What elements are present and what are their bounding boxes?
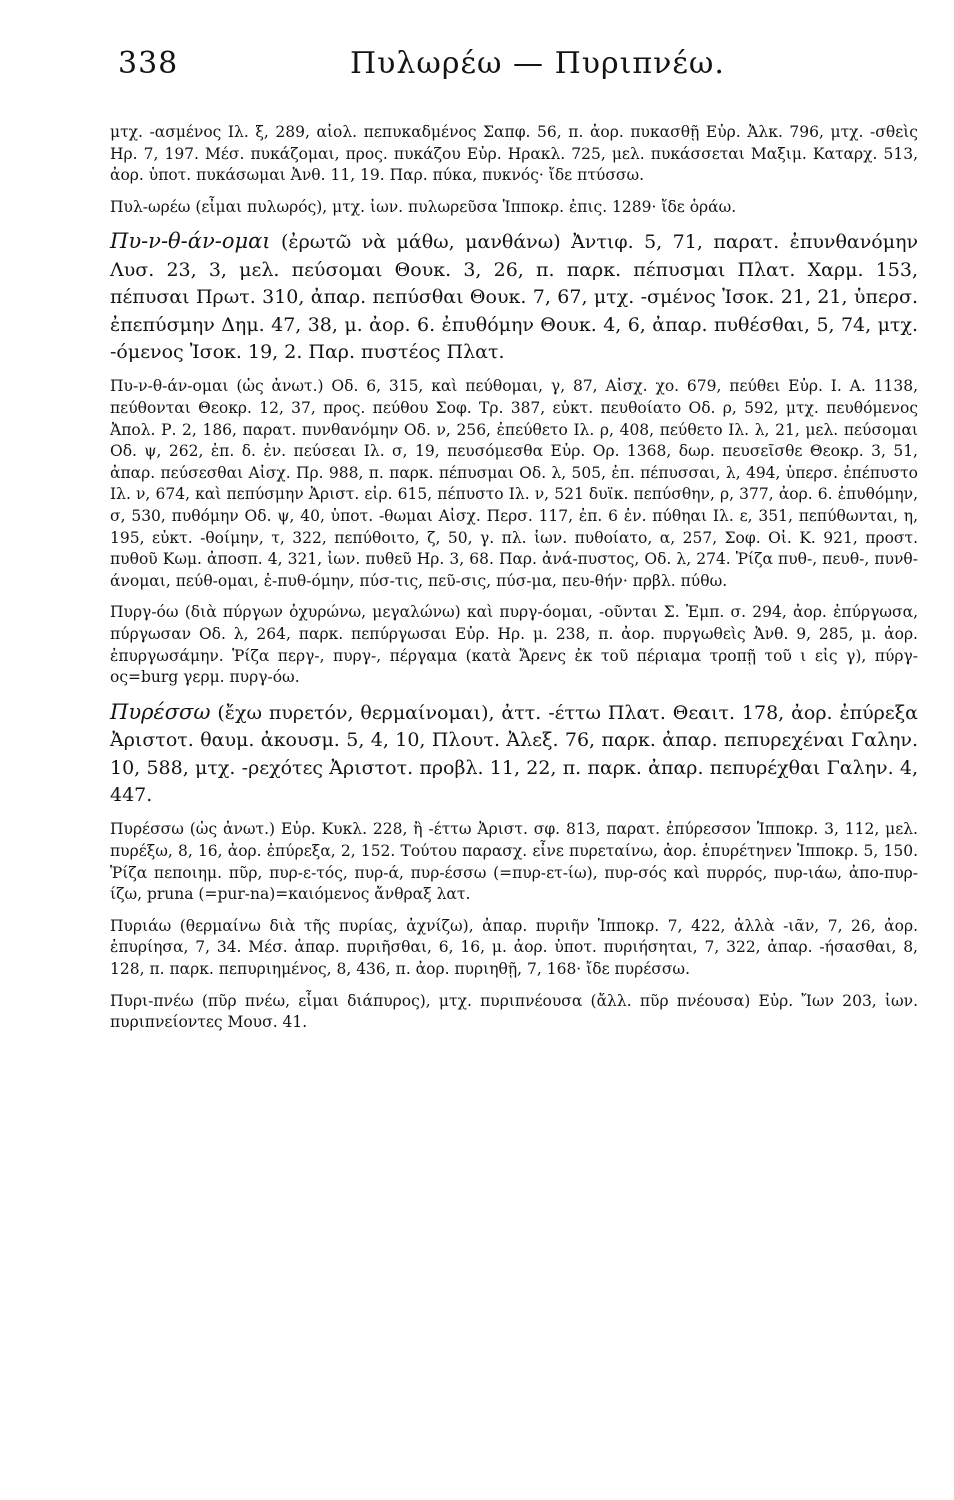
- entry-list: [110, 122, 918, 1034]
- entry-pyresso-ion: [110, 819, 918, 905]
- page-number: 338: [118, 46, 179, 81]
- entry-headword: Πυρέσσω: [110, 699, 211, 724]
- entry-headword: Πυ-ν-θ-άν-ομαι: [110, 229, 271, 254]
- running-title: Πυλωρέω — Πυριπνέω.: [350, 46, 725, 81]
- running-head: [110, 36, 918, 96]
- entry-paragraph: [110, 699, 918, 810]
- entry-text: (ἔχω πυρετόν, θερμαίνομαι), ἀττ. -έττω Πλατ. Θεαιτ. 178, ἀορ. ἐπύρεξα Ἀριστοτ. θαυμ. ἀκουσμ. 5, 4, 10, Πλουτ. Ἀλεξ. 76, παρκ. ἀπαρ. πεπυρεχέναι Γαλην. 10, 588, μτχ. -ρεχότες Ἀριστοτ. προβλ. 11, 22, π. παρκ. ἀπαρ. πεπυρέχθαι Γαλην. 4, 447.: [110, 701, 918, 806]
- entry-pylo-oreo: [110, 197, 918, 219]
- entry-text: Πυργ-όω (διὰ πύργων ὀχυρώνω, μεγαλώνω) καὶ πυργ-όομαι, -οῦνται Σ. Ἐμπ. σ. 294, ἀορ. ἐπύργωσα, πύργωσαν Οδ. λ, 264, παρκ. πεπύργωσαι Εὐρ. Ηρ. μ. 238, π. ἀορ. πυργωθεὶς Ἀνθ. 9, 285, μ. ἀορ. ἐπυργωσάμην. Ῥίζα περγ-, πυργ-, πέργαμα (κατὰ Ἄρενς ἐκ τοῦ πέριαμα τροπῇ τοῦ ι εἰς γ), πύργ-ος=burg γερμ. πυργ-όω.: [110, 603, 918, 687]
- entry-text: Πυρι-πνέω (πῦρ πνέω, εἶμαι διάπυρος), μτχ. πυριπνέουσα (ἄλλ. πῦρ πνέουσα) Εὐρ. Ἴων 203, ἰων. πυριπνείοντες Μουσ. 41.: [110, 991, 918, 1032]
- entry-text: Πυριάω (θερμαίνω διὰ τῆς πυρίας, ἀχνίζω), ἀπαρ. πυριῆν Ἱπποκρ. 7, 422, ἀλλὰ -ιᾶν, 7, 26, ἀορ. ἐπυρίησα, 7, 34. Μέσ. ἀπαρ. πυριῆσθαι, 6, 16, μ. ἀορ. ὑποτ. πυριήσηται, 7, 322, ἀπαρ. -ήσασθαι, 8, 128, π. παρκ. πεπυριημένος, 8, 436, π. ἀορ. πυριηθῇ, 7, 168· ἴδε πυρέσσω.: [110, 916, 918, 978]
- entry-text: Πυρέσσω (ὡς ἀνωτ.) Εὐρ. Κυκλ. 228, ἢ -έττω Ἀριστ. σφ. 813, παρατ. ἐπύρεσσον Ἱπποκρ. 3, 112, μελ. πυρέξω, 8, 16, ἀορ. ἐπύρεξα, 2, 152. Τούτου παρασχ. εἶνε πυρεταίνω, ἀορ. ἐπυρέτηνεν Ἱπποκρ. 5, 150. Ῥίζα πεποιημ. πῦρ, πυρ-ε-τός, πυρ-ά, πυρ-έσσω (=πυρ-ετ-ίω), πυρ-σός καὶ πυρρός, πυρ-ιάω, ἀπο-πυρ-ίζω, pruna (=pur-na)=καιόμενος ἄνθραξ λατ.: [110, 820, 918, 904]
- entry-pykazo-tail: [110, 122, 918, 187]
- entry-pyriao: [110, 916, 918, 981]
- entry-pynthanomai-poetic: [110, 376, 918, 592]
- entry-pyresso: [110, 699, 918, 810]
- entry-paragraph: [110, 228, 918, 366]
- entry-text: (ἐρωτῶ νὰ μάθω, μανθάνω) Ἀντιφ. 5, 71, παρατ. ἐπυνθανόμην Λυσ. 23, 3, μελ. πεύσομαι Θουκ. 3, 26, π. παρκ. πέπυσμαι Πλατ. Χαρμ. 153, πέπυσαι Πρωτ. 310, ἀπαρ. πεπύσθαι Θουκ. 7, 67, μτχ. -σμένος Ἰσοκ. 21, 21, ὑπερσ. ἐπεπύσμην Δημ. 47, 38, μ. ἀορ. 6. ἐπυθόμην Θουκ. 4, 6, ἀπαρ. πυθέσθαι, 5, 74, μτχ. -όμενος Ἰσοκ. 19, 2. Παρ. πυστέος Πλατ.: [110, 231, 918, 363]
- entry-pyrgoo: [110, 602, 918, 688]
- entry-text: Πυ-ν-θ-άν-ομαι (ὡς ἀνωτ.) Οδ. 6, 315, καὶ πεύθομαι, γ, 87, Αἰσχ. χο. 679, πεύθει Εὐρ. Ι. Α. 1138, πεύθονται Θεοκρ. 12, 37, προς. πεύθου Σοφ. Τρ. 387, εὐκτ. πευθοίατο Οδ. ρ, 592, μτχ. πευθόμενος Ἀπολ. Ρ. 2, 186, παρατ. πυνθανόμην Οδ. ν, 256, ἐπεύθετο Ιλ. ρ, 408, πεύθετο Ιλ. λ, 21, μελ. πεύσομαι Οδ. ψ, 262, ἐπ. δ. ἐν. πεύσεαι Ιλ. σ, 19, πευσόμεσθα Εὐρ. Ορ. 1368, δωρ. πευσεῖσθε Θεοκρ. 3, 51, ἀπαρ. πεύσεσθαι Αἰσχ. Πρ. 988, π. παρκ. πέπυσμαι Οδ. λ, 505, ἐπ. πέπυσσαι, λ, 494, ὑπερσ. ἐπέπυστο Ιλ. ν, 674, καὶ πεπύσμην Ἀριστ. εἰρ. 615, πέπυστο Ιλ. ν, 521 δυϊκ. πεπύσθην, ρ, 377, ἀορ. 6. ἐπυθόμην, σ, 530, πυθόμην Οδ. ψ, 40, ὑποτ. -θωμαι Αἰσχ. Περσ. 117, ἐπ. 6 ἐν. πύθηαι Ιλ. ε, 351, πεπύθωνται, η, 195, εὐκτ. -θοίμην, τ, 322, πεπύθοιτο, ζ, 50, γ. πλ. ἰων. πυθοίατο, α, 257, Σοφ. Οἰ. Κ. 921, προστ. πυθοῦ Κωμ. ἀποσπ. 4, 321, ἰων. πυθεῦ Ηρ. 3, 68. Παρ. ἀνά-πυστος, Οδ. λ, 274. Ῥίζα πυθ-, πευθ-, πυνθ-άνομαι, πεύθ-ομαι, ἐ-πυθ-όμην, πύσ-τις, πεῦ-σις, πύσ-μα, πευ-θήν· πρβλ. πύθω.: [110, 377, 918, 590]
- entry-pyripneo: [110, 991, 918, 1034]
- entry-text: μτχ. -ασμένος Ιλ. ξ, 289, αἰολ. πεπυκαδμένος Σαπφ. 56, π. ἀορ. πυκασθῇ Εὐρ. Ἀλκ. 796, μτχ. -σθεὶς Ηρ. 7, 197. Μέσ. πυκάζομαι, προς. πυκάζου Εὐρ. Ηρακλ. 725, μελ. πυκάσσεται Μαξιμ. Καταρχ. 513, ἀορ. ὑποτ. πυκάσωμαι Ἀνθ. 11, 19. Παρ. πύκα, πυκνός· ἴδε πτύσσω.: [110, 123, 918, 185]
- entry-pynthanomai: [110, 228, 918, 366]
- entry-text: Πυλ-ωρέω (εἶμαι πυλωρός), μτχ. ἰων. πυλωρεῦσα Ἱπποκρ. ἐπις. 1289· ἴδε ὁράω.: [110, 197, 737, 216]
